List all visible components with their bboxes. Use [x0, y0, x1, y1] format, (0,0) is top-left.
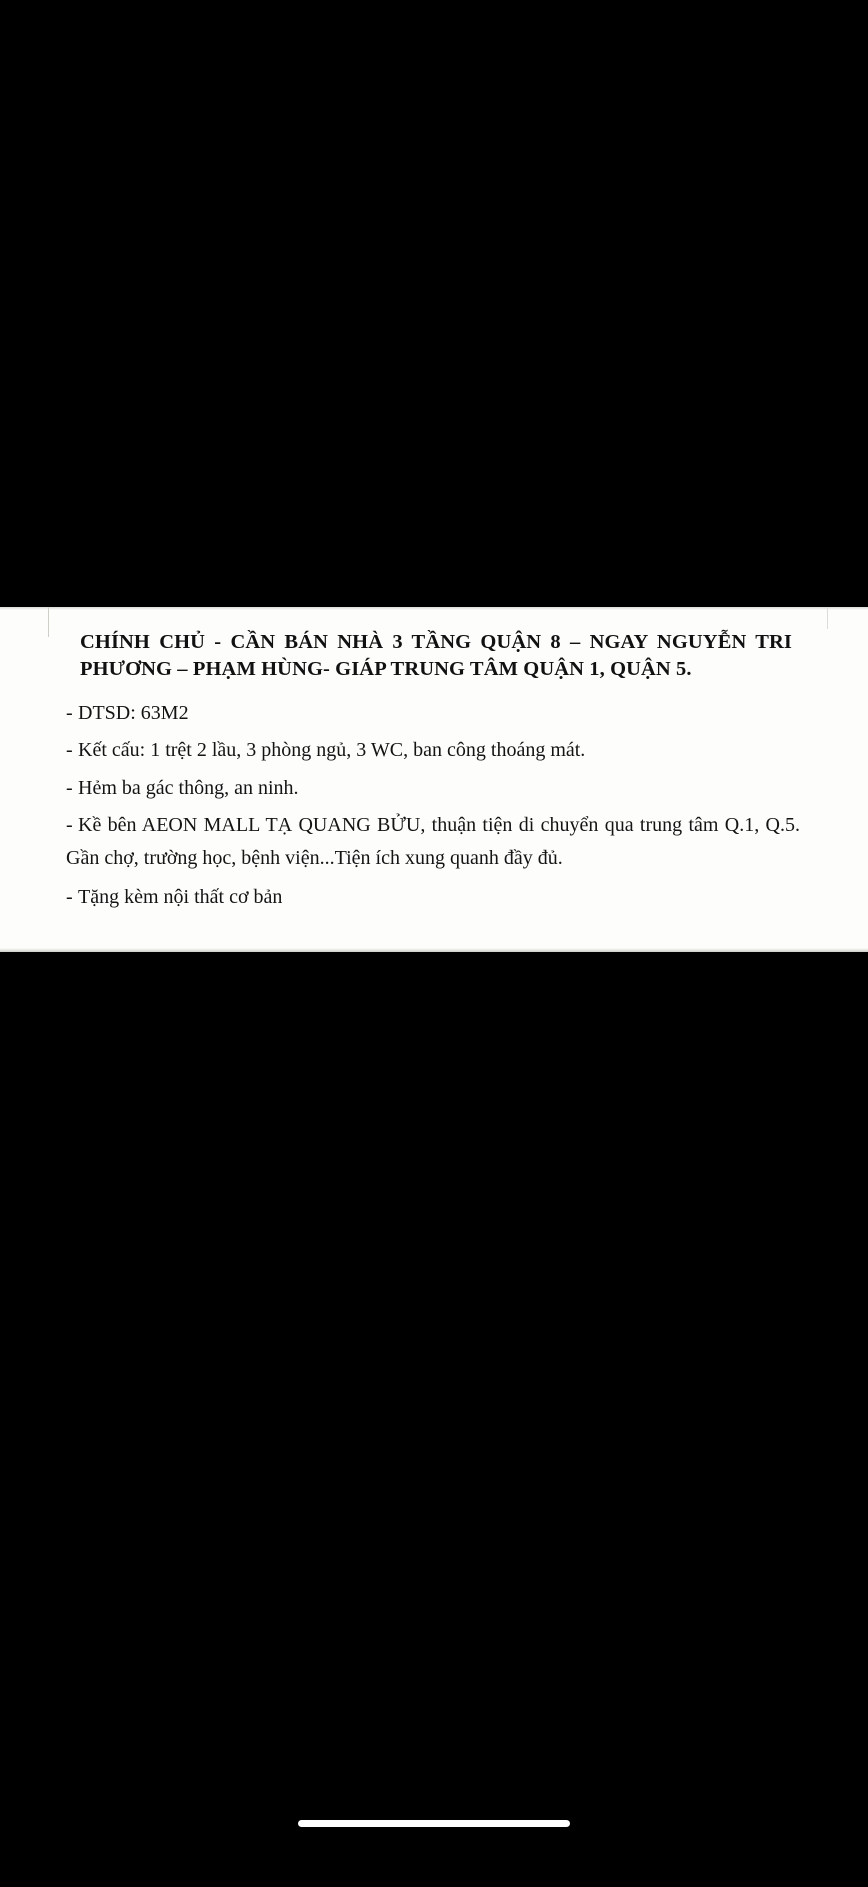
list-item-text: Hẻm ba gác thông, an ninh. — [78, 776, 299, 799]
bullet-dash: - — [66, 702, 73, 725]
bullet-dash: - — [66, 886, 73, 909]
bullet-dash: - — [66, 814, 73, 837]
list-item — [66, 772, 800, 804]
home-indicator[interactable] — [298, 1820, 570, 1827]
list-item — [66, 734, 800, 766]
list-item — [66, 881, 800, 913]
bullet-dash: - — [66, 739, 73, 762]
list-item — [66, 809, 800, 874]
bullet-dash: - — [66, 776, 73, 799]
list-item-text: Kết cấu: 1 trệt 2 lầu, 3 phòng ngủ, 3 WC, ban công thoáng mát. — [78, 739, 586, 762]
list-item-text: Kề bên AEON MALL TẠ QUANG BỬU, thuận tiện di chuyển qua trung tâm Q.1, Q.5. Gần chợ, trường học, bệnh viện...Tiện ích xung quanh đầy đủ. — [66, 814, 800, 869]
list-item-text: DTSD: 63M2 — [78, 702, 189, 725]
document-title: CHÍNH CHỦ - CẦN BÁN NHÀ 3 TẦNG QUẬN 8 – NGAY NGUYỄN TRI PHƯƠNG – PHẠM HÙNG- GIÁP TRUNG TÂM QUẬN 1, QUẬN 5. — [80, 631, 792, 681]
document-page[interactable] — [0, 607, 868, 952]
document-body — [0, 607, 868, 920]
list-item — [66, 697, 800, 729]
list-item-text: Tặng kèm nội thất cơ bản — [78, 886, 283, 909]
document-detail-list — [0, 683, 868, 913]
page-edge-bottom — [0, 948, 868, 952]
